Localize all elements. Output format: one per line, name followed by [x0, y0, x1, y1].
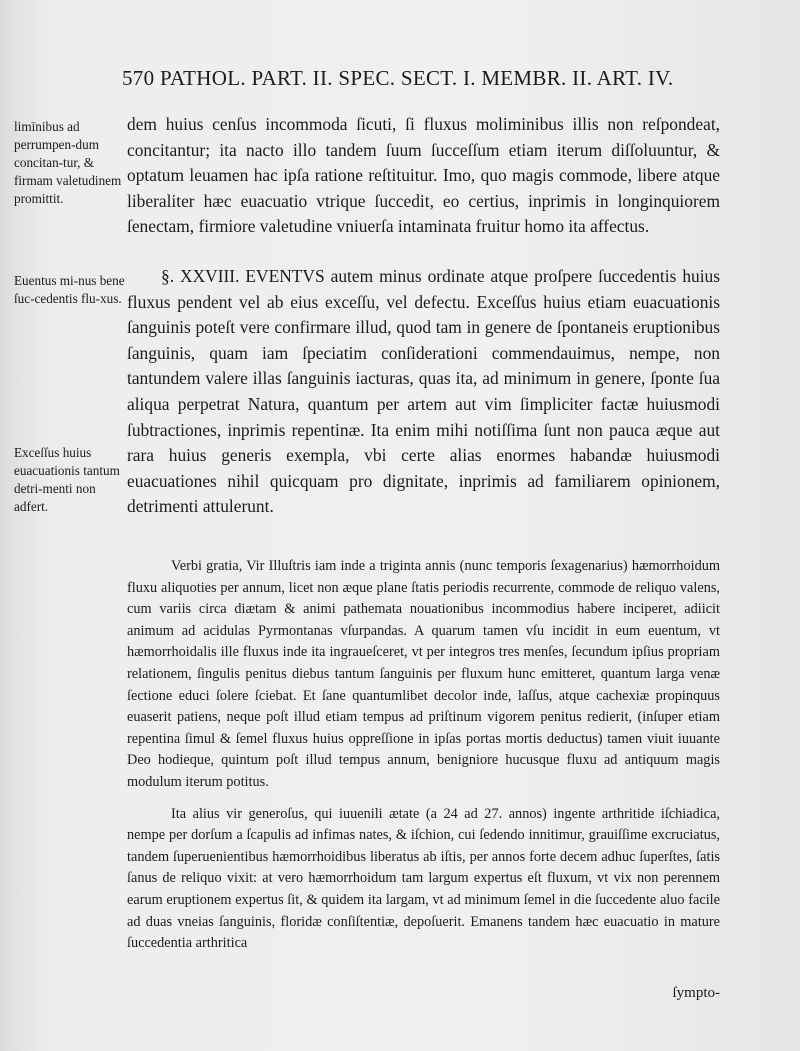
paragraph-2-text: §. XXVIII. EVENTVS autem minus ordinate atque proſpere ſuccedentis huius fluxus pendent vel ab eius exceſſu, vel defectu. Exceſſus huius etiam euacuationis ſanguinis poteſt vere confirmare illud, quod tam in genere de ſpontaneis eruptionibus ſanguinis, quam iam ſpeciatim conſiderationi commendauimus, nempe, non tantundem valere illas ſanguinis iacturas, quas ita, ad minimum in genere, ſponte ſua aliqua perpetrat Natura, quantum per artem aut vim ſimpliciter factæ huiusmodi ſubtractiones, inprimis repentinæ. Ita enim mihi notiſſima ſunt non pauca æque aut rara huius generis exempla, vbi certe alias enormes habandæ huiusmodi euacuationes nihil quicquam pro dignitate, inprimis ad familiarem opinionem, detrimenti attulerunt. [127, 266, 720, 517]
page-number: 570 [122, 66, 155, 90]
paragraph-1 [127, 112, 720, 240]
margin-note-3: Exceſſus huius euacuationis tantum detri-menti non adfert. [14, 445, 120, 514]
paragraph-1-text: dem huius cenſus incommoda ſicuti, ſi fluxus moliminibus illis non reſpondeat, concitantur; ita nacto illo tandem ſuum ſucceſſum etiam iterum diſſoluuntur, & optatum leuamen hac ipſa ratione reſtituitur. Imo, quo magis commode, libere atque liberaliter hæc euacuatio vtrique ſuccedit, eo certius, inprimis in longinquiorem ſenectam, firmiore valetudine vniuerſa intaminata fruitur homo ita affectus. [127, 114, 720, 237]
running-header [122, 66, 762, 91]
running-title: PATHOL. PART. II. SPEC. SECT. I. MEMBR. II. ART. IV. [159, 66, 674, 90]
paragraph-4-text: Ita alius vir generoſus, qui iuuenili ætate (a 24 ad 27. annos) ingente arthritide iſchiadica, nempe per dorſum a ſcapulis ad infimas nates, & iſchion, cui ſedendo innitimur, grauiſſime excruciatus, tandem ſuperuenientibus hæmorrhoidibus liberatus ab iſtis, per annos forte decem adhuc ſuperſtes, ſatis ſanus de reliquo vixit: at vero hæmorrhoidum tam largum expertus eſt fluxum, vt vix non perennem earum eruptionem expertus ſit, & quidem ita largam, vt ad minimum ſemel in die ſuccedente aluo facile ad duas vneias ſanguinis, floridæ conſiſtentiæ, depoſuerit. Emanens tandem hæc euacuatio in mature ſuccedentia arthritica [127, 805, 720, 952]
margin-note-2: Euentus mi-nus bene ſuc-cedentis flu-xus. [14, 273, 125, 306]
section-xxviii [127, 264, 720, 520]
catchword: ſympto- [672, 985, 720, 1001]
margin-note-1: limīnibus ad perrumpen-dum concitan-tur, & firmam valetudinem promittit. [14, 119, 122, 206]
paragraph-3-text: Verbi gratia, Vir Illuſtris iam inde a triginta annis (nunc temporis ſexagenarius) hæmorrhoidum fluxu aliquoties per annum, licet non æque plane ſtatis periodis recurrente, commode de reliquo valens, cum variis circa diætam & animi pathemata nouationibus incommodius habere inciperet, adiicit animum ad acidulas Pyrmontanas vſurpandas. A quarum tamen vſu incidit in eum euentum, vt hæmorrhoidalis ille fluxus inde ita ingraueſceret, vt per integros tres menſes, ſecundum ipſius propriam relationem, ſingulis penitus diebus tantum ſanguinis per fluxum hunc emitteret, quantum larga venæ ſectione educi ſolere ſciebat. Et ſane quantumlibet decolor inde, laſſus, atque cachexiæ propinquus euaserit patiens, neque poſt illud etiam tempus ad priſtinum vigorem penitus redierit, (inſuper etiam repentina ſimul & ſemel fluxus huius oppreſſione in ipſas portas mortis deductus) tamen viuit iuuante Deo hodieque, quintum poſt illud tempus annum, benigniore hucusque fluxu ad antiquum magis modulum iterum potitus. [127, 558, 720, 790]
examples-block [127, 556, 720, 955]
